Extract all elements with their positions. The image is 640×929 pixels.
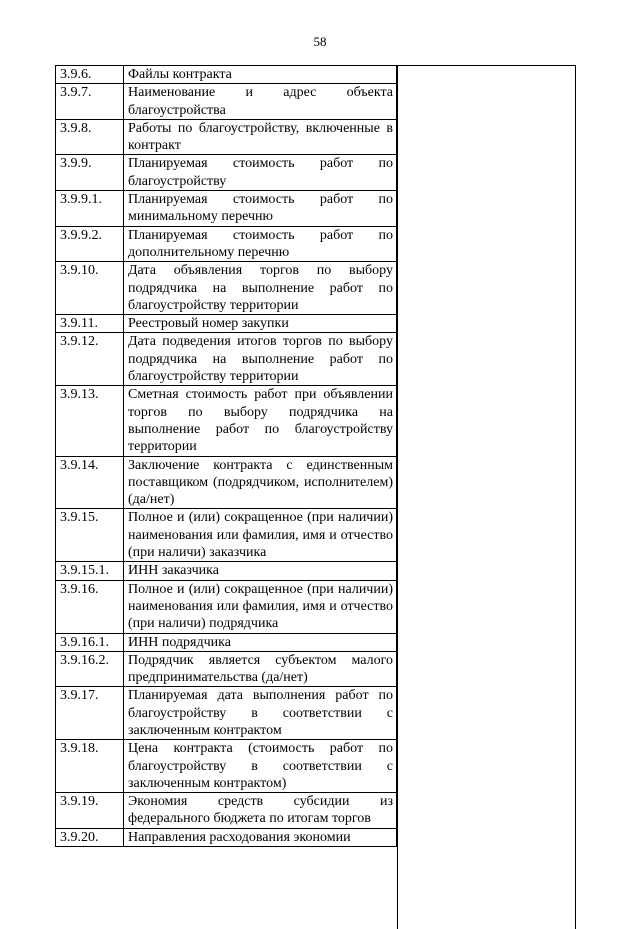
table-row <box>56 740 397 793</box>
row-number: 3.9.11. <box>56 315 124 333</box>
table-row <box>56 456 397 509</box>
table-row <box>56 828 397 846</box>
table-body <box>56 66 397 847</box>
row-number: 3.9.13. <box>56 386 124 456</box>
row-number: 3.9.19. <box>56 793 124 829</box>
row-text: ИНН подрядчика <box>124 633 397 651</box>
row-number: 3.9.14. <box>56 456 124 509</box>
table-row <box>56 262 397 315</box>
row-text: Файлы контракта <box>124 66 397 84</box>
table-row <box>56 84 397 120</box>
table-row <box>56 191 397 227</box>
row-text: Реестровый номер закупки <box>124 315 397 333</box>
row-number: 3.9.16.1. <box>56 633 124 651</box>
row-text: ИНН заказчика <box>124 562 397 580</box>
row-number: 3.9.7. <box>56 84 124 120</box>
row-number: 3.9.20. <box>56 828 124 846</box>
row-text: Подрядчик является субъектом малого предпринимательства (да/нет) <box>124 651 397 687</box>
value-column <box>397 65 576 929</box>
row-text: Цена контракта (стоимость работ по благоустройству в соответствии с заключенным контрактом) <box>124 740 397 793</box>
row-number: 3.9.9. <box>56 155 124 191</box>
row-text: Дата подведения итогов торгов по выбору подрядчика на выполнение работ по благоустройству территории <box>124 333 397 386</box>
row-number: 3.9.6. <box>56 66 124 84</box>
row-text: Полное и (или) сокращенное (при наличии) наименования или фамилия, имя и отчество (при наличи) подрядчика <box>124 580 397 633</box>
document-table <box>55 65 397 847</box>
row-text: Экономия средств субсидии из федерального бюджета по итогам торгов <box>124 793 397 829</box>
row-text: Планируемая стоимость работ по минимальному перечню <box>124 191 397 227</box>
row-number: 3.9.8. <box>56 119 124 155</box>
row-number: 3.9.18. <box>56 740 124 793</box>
row-number: 3.9.10. <box>56 262 124 315</box>
table-row <box>56 119 397 155</box>
row-text: Полное и (или) сокращенное (при наличии) наименования или фамилия, имя и отчество (при наличи) заказчика <box>124 509 397 562</box>
table-row <box>56 315 397 333</box>
row-text: Сметная стоимость работ при объявлении торгов по выбору подрядчика на выполнение работ по благоустройству территории <box>124 386 397 456</box>
row-text: Дата объявления торгов по выбору подрядчика на выполнение работ по благоустройству территории <box>124 262 397 315</box>
table-row <box>56 226 397 262</box>
row-text: Наименование и адрес объекта благоустройства <box>124 84 397 120</box>
row-number: 3.9.15. <box>56 509 124 562</box>
row-number: 3.9.16. <box>56 580 124 633</box>
table-row <box>56 386 397 456</box>
table-row <box>56 66 397 84</box>
page-number: 58 <box>313 34 327 49</box>
row-number: 3.9.9.2. <box>56 226 124 262</box>
row-text: Направления расходования экономии <box>124 828 397 846</box>
row-number: 3.9.17. <box>56 687 124 740</box>
row-number: 3.9.16.2. <box>56 651 124 687</box>
row-number: 3.9.9.1. <box>56 191 124 227</box>
table-row <box>56 633 397 651</box>
table-row <box>56 562 397 580</box>
table-row <box>56 509 397 562</box>
row-text: Планируемая стоимость работ по благоустройству <box>124 155 397 191</box>
table-row <box>56 687 397 740</box>
row-text: Работы по благоустройству, включенные в контракт <box>124 119 397 155</box>
row-text: Планируемая дата выполнения работ по благоустройству в соответствии с заключенным контрактом <box>124 687 397 740</box>
table-row <box>56 793 397 829</box>
row-text: Заключение контракта с единственным поставщиком (подрядчиком, исполнителем) (да/нет) <box>124 456 397 509</box>
table-row <box>56 333 397 386</box>
row-number: 3.9.12. <box>56 333 124 386</box>
table-row <box>56 155 397 191</box>
table-row <box>56 580 397 633</box>
row-number: 3.9.15.1. <box>56 562 124 580</box>
row-text: Планируемая стоимость работ по дополнительному перечню <box>124 226 397 262</box>
table-row <box>56 651 397 687</box>
